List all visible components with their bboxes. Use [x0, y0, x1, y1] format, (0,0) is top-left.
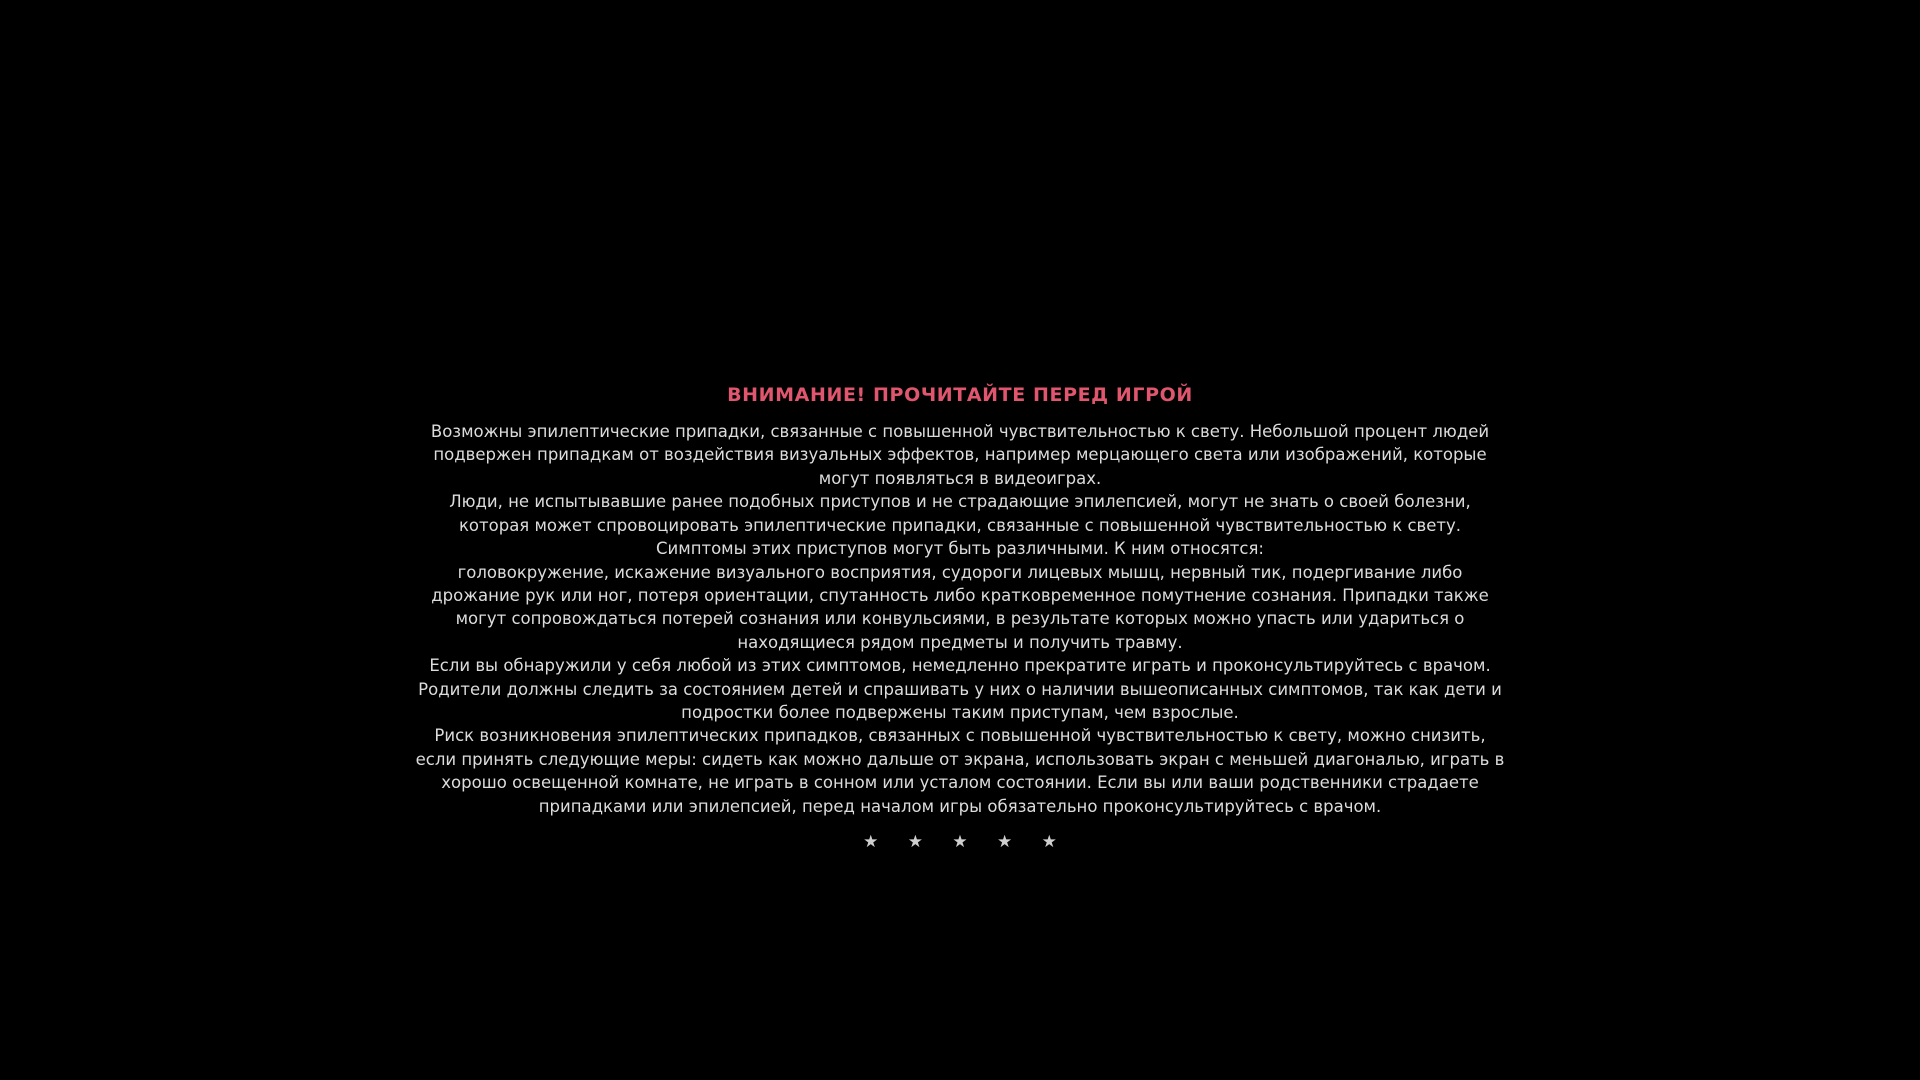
- star-separator-icon: ★ ★ ★ ★ ★: [863, 832, 1069, 853]
- warning-paragraph-3: Симптомы этих приступов могут быть различными. К ним относятся:: [656, 539, 1264, 559]
- warning-paragraph-5: Если вы обнаружили у себя любой из этих симптомов, немедленно прекратите играть и проконсультируйтесь с врачом. Родители должны следить за состоянием детей и спрашивать у них о наличии вышеописанных симптомов, так как дети и подростки более подвержены таким приступам, чем взрослые.: [418, 656, 1502, 723]
- warning-paragraph-2: Люди, не испытывавшие ранее подобных приступов и не страдающие эпилепсией, могут не знать о своей болезни, которая может спровоцировать эпилептические припадки, связанные с повышенной чувствительностью к свету.: [449, 492, 1471, 535]
- warning-title: ВНИМАНИЕ! ПРОЧИТАЙТЕ ПЕРЕД ИГРОЙ: [727, 384, 1193, 406]
- warning-paragraph-6: Риск возникновения эпилептических припадков, связанных с повышенной чувствительностью к свету, можно снизить, если принять следующие меры: сидеть как можно дальше от экрана, использовать экран с меньшей диагональю, играть в хорошо освещенной комнате, не играть в сонном или усталом состоянии. Если вы или ваши родственники страдаете припадками или эпилепсией, перед началом игры обязательно проконсультируйтесь с врачом.: [415, 726, 1505, 816]
- warning-paragraph-4: головокружение, искажение визуального восприятия, судороги лицевых мышц, нервный тик, подергивание либо дрожание рук или ног, потеря ориентации, спутанность либо кратковременное помутнение сознания. Припадки также могут сопровождаться потерей сознания или конвульсиями, в результате которых можно упасть или удариться о находящиеся рядом предметы и получить травму.: [431, 562, 1489, 652]
- warning-paragraph-1: Возможны эпилептические припадки, связанные с повышенной чувствительностью к свету. Небольшой процент людей подвержен припадкам от воздействия визуальных эффектов, например мерцающего света или изображений, которые могут появляться в видеоиграх.: [430, 422, 1490, 488]
- warning-panel: [410, 384, 1510, 852]
